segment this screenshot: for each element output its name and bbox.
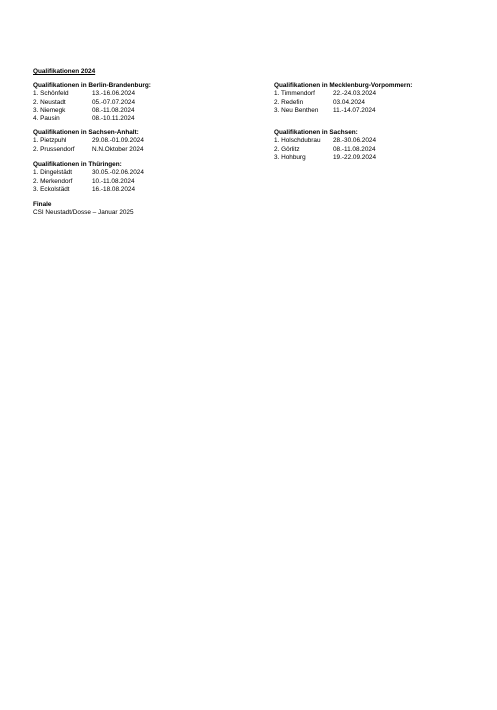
- venue-name: 4. Pausin: [33, 115, 60, 123]
- venue-name: 1. Dingelstädt: [33, 169, 73, 177]
- venue-name: 2. Prussendorf: [33, 145, 75, 153]
- event-date: 08.-11.08.2024: [92, 106, 135, 114]
- list-item: [274, 99, 412, 107]
- venue-name: 2. Redefin: [274, 98, 304, 106]
- finale-text: CSI Neustadt/Dosse – Januar 2025: [33, 209, 134, 217]
- venue-name: 3. Hohburg: [274, 153, 306, 161]
- section-mecklenburg-vorpommern: [274, 82, 412, 115]
- list-item: [33, 90, 151, 98]
- event-date: N.N.Oktober 2024: [92, 145, 144, 153]
- event-date: 08.-10.11.2024: [92, 115, 135, 123]
- event-date: 10.-11.08.2024: [92, 177, 135, 185]
- venue-name: 3. Niemegk: [33, 106, 66, 114]
- event-date: 13.-16.06.2024: [92, 90, 135, 98]
- section-heading: Qualifikationen in Thüringen:: [33, 161, 122, 168]
- list-item: [33, 169, 144, 177]
- event-date: 22.-24.03.2024: [333, 90, 376, 98]
- event-date: 16.-18.08.2024: [92, 185, 135, 193]
- finale-heading: Finale: [33, 201, 52, 208]
- list-item: [33, 186, 144, 194]
- list-item: [274, 154, 376, 162]
- venue-name: 1. Schönfeld: [33, 90, 69, 98]
- venue-name: 1. Pietzpuhl: [33, 137, 67, 145]
- venue-name: 2. Merkendorf: [33, 177, 73, 185]
- list-item: [33, 115, 151, 123]
- venue-name: 2. Neustadt: [33, 98, 66, 106]
- event-date: 19.-22.09.2024: [333, 153, 376, 161]
- list-item: [33, 107, 151, 115]
- venue-name: 1. Holschdubrau: [274, 137, 321, 145]
- venue-name: 2. Görlitz: [274, 145, 300, 153]
- section-heading: Qualifikationen in Sachsen-Anhalt:: [33, 129, 139, 136]
- list-item: [33, 137, 144, 145]
- section-heading: Qualifikationen in Berlin-Brandenburg:: [33, 82, 151, 89]
- list-item: [33, 99, 151, 107]
- section-heading: Qualifikationen in Sachsen:: [274, 129, 358, 136]
- event-date: 05.-07.07.2024: [92, 98, 135, 106]
- section-berlin-brandenburg: [33, 82, 151, 123]
- list-item: [33, 178, 144, 186]
- document-title: Qualifikationen 2024: [33, 68, 96, 75]
- list-item: [274, 137, 376, 145]
- event-date: 30.05.-02.06.2024: [92, 169, 144, 177]
- section-heading: Qualifikationen in Mecklenburg-Vorpommern:: [274, 82, 413, 89]
- event-date: 08.-11.08.2024: [333, 145, 376, 153]
- venue-name: 3. Eckolstädt: [33, 185, 70, 193]
- list-item: [274, 107, 412, 115]
- section-sachsen: [274, 129, 376, 162]
- list-item: [274, 146, 376, 154]
- event-date: 03.04.2024: [333, 98, 365, 106]
- section-thueringen: [33, 161, 144, 194]
- event-date: 29.08.-01.09.2024: [92, 137, 144, 145]
- venue-name: 3. Neu Benthen: [274, 106, 319, 114]
- event-date: 11.-14.07.2024: [333, 106, 376, 114]
- list-item: [33, 146, 144, 154]
- event-date: 28.-30.06.2024: [333, 137, 376, 145]
- section-sachsen-anhalt: [33, 129, 144, 154]
- venue-name: 1. Timmendorf: [274, 90, 315, 98]
- list-item: [274, 90, 412, 98]
- section-finale: [33, 201, 134, 218]
